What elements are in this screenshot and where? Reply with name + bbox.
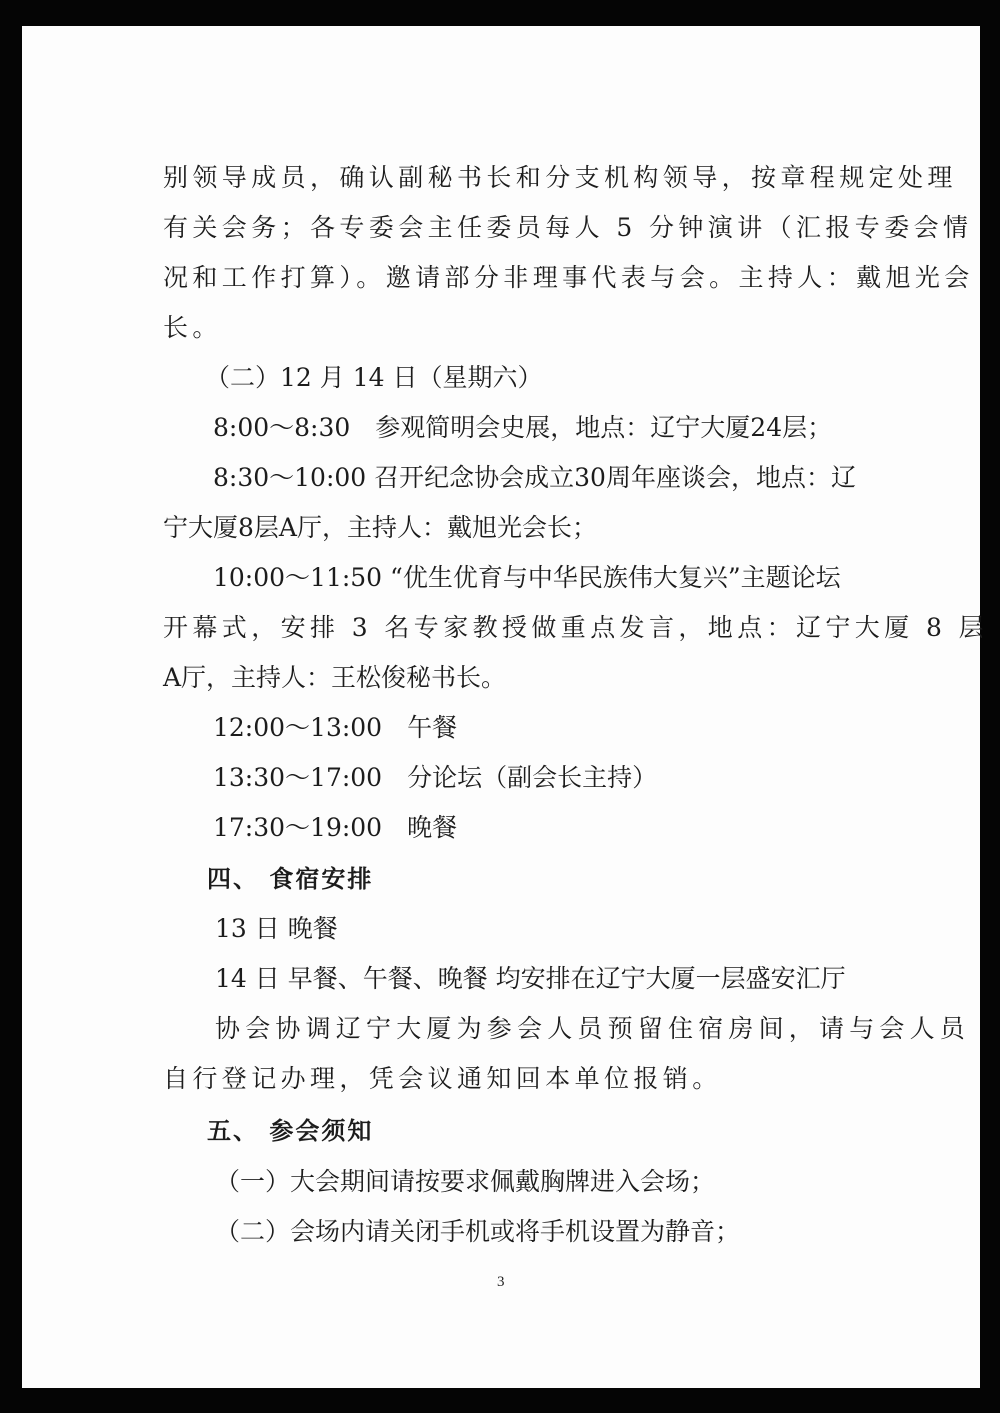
text-line: 协会协调辽宁大厦为参会人员预留住宿房间，请与会人员 — [215, 1014, 971, 1043]
schedule-item: 17:30～19:00 晚餐 — [213, 813, 458, 842]
schedule-item: 13:30～17:00 分论坛（副会长主持） — [213, 763, 658, 792]
text-line: 长。 — [163, 313, 222, 342]
section-heading: 四、 食宿安排 — [207, 865, 374, 893]
text-line: A厅，主持人：王松俊秘书长。 — [163, 663, 507, 692]
section-subheading: （二）12 月 14 日（星期六） — [205, 363, 543, 392]
text-line: 况和工作打算）。邀请部分非理事代表与会。主持人：戴旭光会 — [163, 263, 974, 292]
section-heading: 五、 参会须知 — [207, 1117, 374, 1145]
text-line: 宁大厦8层A厅，主持人：戴旭光会长； — [163, 513, 597, 542]
text-line: 有关会务；各专委会主任委员每人 5 分钟演讲（汇报专委会情 — [163, 213, 973, 242]
document-page — [22, 26, 989, 1388]
text-line: 自行登记办理，凭会议通知回本单位报销。 — [163, 1064, 722, 1093]
page-number: 3 — [497, 1274, 505, 1290]
text-line: 13 日 晚餐 — [215, 914, 338, 943]
text-line: （二）会场内请关闭手机或将手机设置为静音； — [215, 1217, 741, 1246]
schedule-item: 8:30～10:00 召开纪念协会成立30周年座谈会，地点：辽 — [213, 463, 856, 492]
text-line: 开幕式，安排 3 名专家教授做重点发言，地点：辽宁大厦 8 层 — [163, 613, 989, 642]
text-line: （一）大会期间请按要求佩戴胸牌进入会场； — [215, 1167, 716, 1196]
schedule-item: 10:00～11:50 “优生优育与中华民族伟大复兴”主题论坛 — [213, 563, 841, 592]
schedule-item: 12:00～13:00 午餐 — [213, 713, 458, 742]
schedule-item: 8:00～8:30 参观简明会史展，地点：辽宁大厦24层； — [213, 413, 833, 442]
text-line: 14 日 早餐、午餐、晚餐 均安排在辽宁大厦一层盛安汇厅 — [215, 964, 846, 993]
text-line: 别领导成员，确认副秘书长和分支机构领导，按章程规定处理 — [163, 163, 957, 192]
